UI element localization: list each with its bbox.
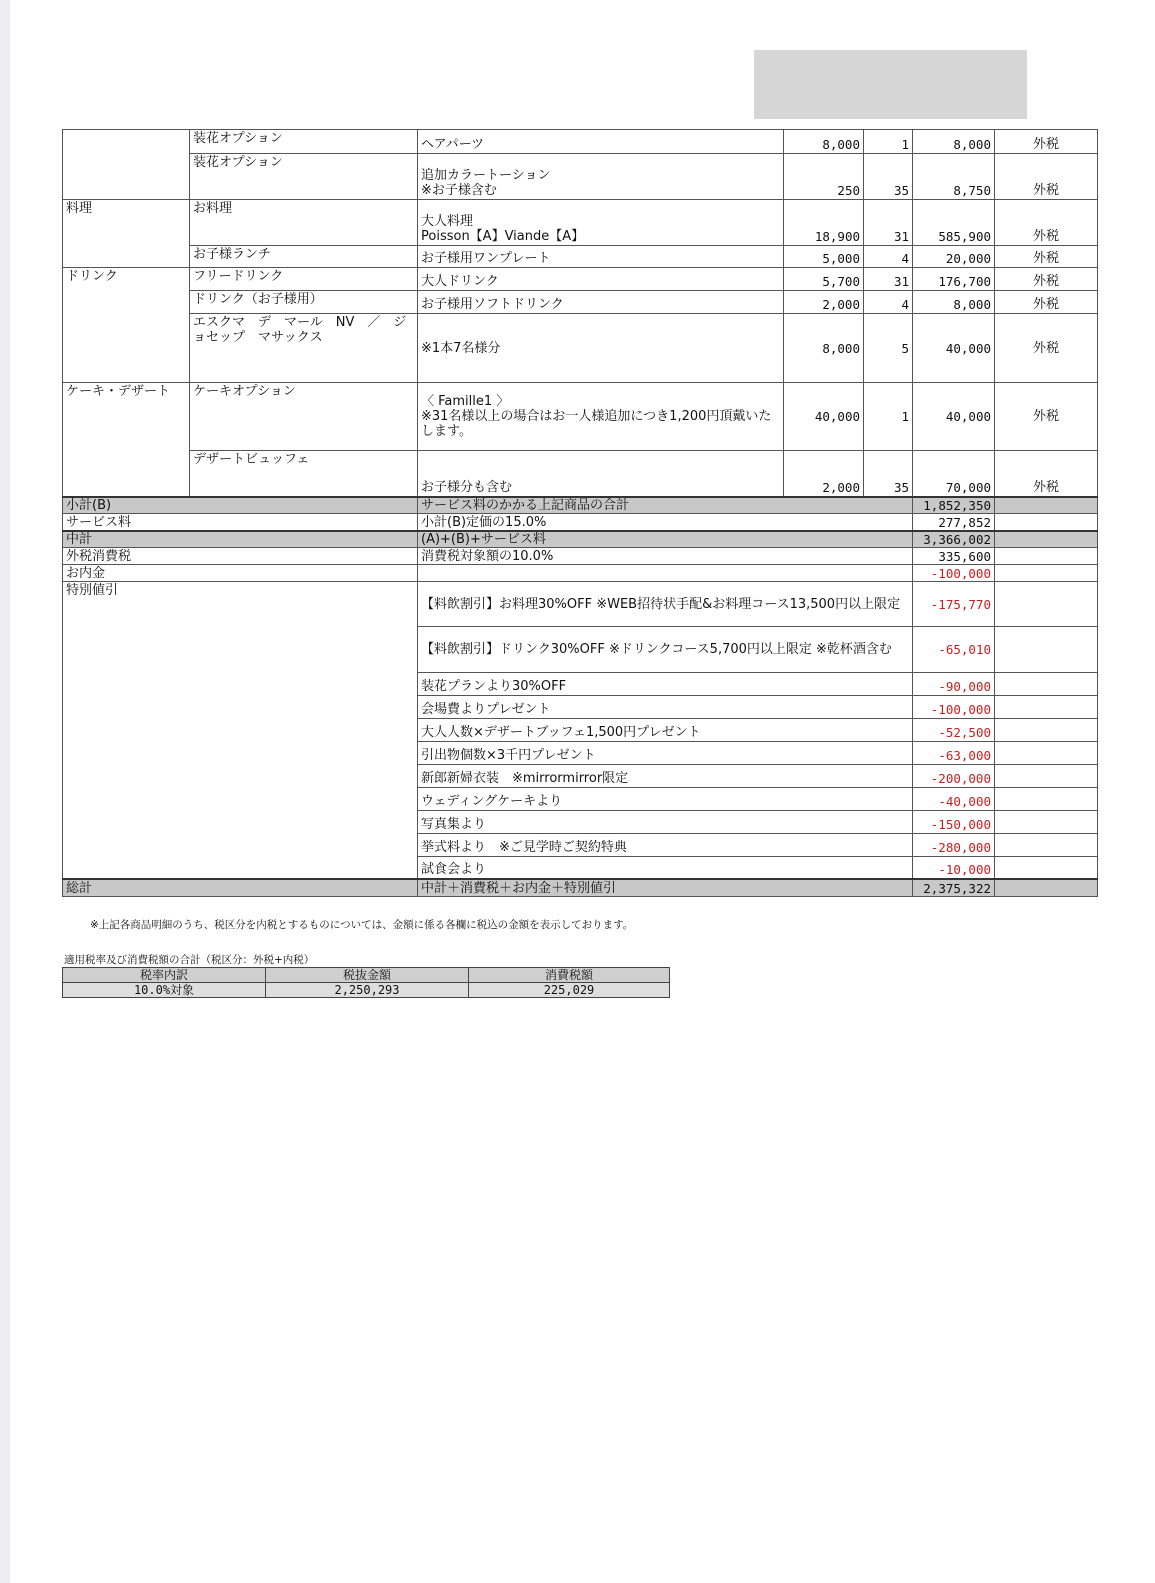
subcategory-cell: フリードリンク — [190, 268, 418, 291]
discount-amount: -90,000 — [913, 673, 995, 696]
discount-amount: -280,000 — [913, 834, 995, 857]
amount-cell: 40,000 — [913, 314, 995, 383]
category-cell: ケーキ・デザート — [63, 383, 190, 497]
tax-type-cell: 外税 — [995, 383, 1098, 451]
table-row — [63, 154, 1098, 200]
service-fee-desc: 小計(B)定価の15.0% — [418, 514, 913, 531]
tax-type-cell: 外税 — [995, 314, 1098, 383]
tax-type-cell: 外税 — [995, 451, 1098, 497]
midtotal-label: 中計 — [63, 531, 418, 548]
table-row — [63, 291, 1098, 314]
consumption-tax-amount: 335,600 — [913, 548, 995, 565]
tax-type-cell: 外税 — [995, 154, 1098, 200]
unit-price-cell: 8,000 — [784, 130, 864, 154]
amount-cell: 176,700 — [913, 268, 995, 291]
midtotal-row — [63, 531, 1098, 548]
midtotal-amount: 3,366,002 — [913, 531, 995, 548]
discount-desc: 挙式料より ※ご見学時ご契約特典 — [418, 834, 913, 857]
description-cell: お子様用ソフトドリンク — [418, 291, 784, 314]
discount-desc: 【料飲割引】お料理30%OFF ※WEB招待状手配&お料理コース13,500円以上限定 — [418, 582, 913, 627]
description-cell: 大人料理 Poisson【A】Viande【A】 — [418, 200, 784, 246]
quantity-cell: 5 — [864, 314, 913, 383]
tax-rate-header: 税率内訳 — [63, 968, 266, 983]
subcategory-cell: デザートビュッフェ — [190, 451, 418, 497]
subcategory-cell: エスクマ デ マール NV ／ ジョセップ マサックス — [190, 314, 418, 383]
subcategory-cell: お子様ランチ — [190, 246, 418, 268]
tax-rate-cell: 10.0%対象 — [63, 983, 266, 998]
table-row — [63, 383, 1098, 451]
table-row — [63, 246, 1098, 268]
description-cell: 大人ドリンク — [418, 268, 784, 291]
amount-cell: 8,750 — [913, 154, 995, 200]
service-fee-label: サービス料 — [63, 514, 418, 531]
tax-display-note: ※上記各商品明細のうち、税区分を内税とするものについては、金額に係る各欄に税込の金額を表示しております。 — [90, 919, 634, 931]
quantity-cell: 4 — [864, 246, 913, 268]
discount-desc: 引出物個数×3千円プレゼント — [418, 742, 913, 765]
unit-price-cell: 18,900 — [784, 200, 864, 246]
discount-desc: 装花プランより30%OFF — [418, 673, 913, 696]
discount-amount: -175,770 — [913, 582, 995, 627]
discount-desc: 写真集より — [418, 811, 913, 834]
consumption-tax-row — [63, 548, 1098, 565]
deposit-amount: -100,000 — [913, 565, 995, 582]
quantity-cell: 31 — [864, 268, 913, 291]
discount-amount: -100,000 — [913, 696, 995, 719]
table-row — [63, 314, 1098, 383]
redacted-area — [754, 50, 1027, 119]
discount-amount: -52,500 — [913, 719, 995, 742]
unit-price-cell: 5,700 — [784, 268, 864, 291]
quantity-cell: 31 — [864, 200, 913, 246]
subcategory-cell: 装花オプション — [190, 130, 418, 154]
amount-cell: 20,000 — [913, 246, 995, 268]
consumption-tax-label: 外税消費税 — [63, 548, 418, 565]
deposit-desc — [418, 565, 913, 582]
tax-amount-cell: 225,029 — [469, 983, 670, 998]
discount-desc: ウェディングケーキより — [418, 788, 913, 811]
amount-cell: 40,000 — [913, 383, 995, 451]
unit-price-cell: 2,000 — [784, 291, 864, 314]
subcategory-cell: ケーキオプション — [190, 383, 418, 451]
special-discount-label: 特別値引 — [63, 582, 418, 879]
discount-amount: -65,010 — [913, 627, 995, 673]
subtotal-b-desc: サービス料のかかる上記商品の合計 — [418, 497, 913, 514]
deposit-row — [63, 565, 1098, 582]
discount-amount: -63,000 — [913, 742, 995, 765]
subcategory-cell: 装花オプション — [190, 154, 418, 200]
tax-amount-header: 消費税額 — [469, 968, 670, 983]
subcategory-cell: お料理 — [190, 200, 418, 246]
tax-summary-title: 適用税率及び消費税額の合計（税区分：外税+内税） — [64, 954, 315, 966]
service-fee-row — [63, 514, 1098, 531]
quantity-cell: 35 — [864, 451, 913, 497]
description-cell: ※1本7名様分 — [418, 314, 784, 383]
description-cell: 〈 Famille1 〉 ※31名様以上の場合はお一人様追加につき1,200円頂戴いたします。 — [418, 383, 784, 451]
table-row — [63, 451, 1098, 497]
pretax-amount-cell: 2,250,293 — [266, 983, 469, 998]
category-cell — [63, 130, 190, 200]
discount-row — [63, 582, 1098, 627]
discount-desc: 大人人数×デザートブッフェ1,500円プレゼント — [418, 719, 913, 742]
discount-desc: 【料飲割引】ドリンク30%OFF ※ドリンクコース5,700円以上限定 ※乾杯酒含む — [418, 627, 913, 673]
quantity-cell: 1 — [864, 130, 913, 154]
unit-price-cell: 2,000 — [784, 451, 864, 497]
discount-amount: -150,000 — [913, 811, 995, 834]
grand-total-desc: 中計＋消費税＋お内金＋特別値引 — [418, 879, 913, 897]
unit-price-cell: 40,000 — [784, 383, 864, 451]
table-row — [63, 130, 1098, 154]
estimate-table — [62, 129, 1098, 897]
tax-type-cell: 外税 — [995, 268, 1098, 291]
quantity-cell: 35 — [864, 154, 913, 200]
description-cell: 追加カラートーション ※お子様含む — [418, 154, 784, 200]
grand-total-amount: 2,375,322 — [913, 879, 995, 897]
tax-type-cell: 外税 — [995, 130, 1098, 154]
tax-type-cell: 外税 — [995, 291, 1098, 314]
pretax-amount-header: 税抜金額 — [266, 968, 469, 983]
grand-total-label: 総計 — [63, 879, 418, 897]
discount-amount: -10,000 — [913, 857, 995, 879]
quantity-cell: 4 — [864, 291, 913, 314]
tax-type-cell: 外税 — [995, 246, 1098, 268]
amount-cell: 8,000 — [913, 291, 995, 314]
discount-desc: 会場費よりプレゼント — [418, 696, 913, 719]
discount-amount: -200,000 — [913, 765, 995, 788]
amount-cell: 8,000 — [913, 130, 995, 154]
category-cell: ドリンク — [63, 268, 190, 383]
table-row — [63, 268, 1098, 291]
tax-summary-header — [63, 968, 670, 983]
midtotal-desc: (A)+(B)+サービス料 — [418, 531, 913, 548]
unit-price-cell: 5,000 — [784, 246, 864, 268]
discount-amount: -40,000 — [913, 788, 995, 811]
page-edge — [0, 0, 10, 1583]
description-cell: お子様分も含む — [418, 451, 784, 497]
table-row — [63, 200, 1098, 246]
unit-price-cell: 8,000 — [784, 314, 864, 383]
amount-cell: 70,000 — [913, 451, 995, 497]
description-cell: ヘアパーツ — [418, 130, 784, 154]
quantity-cell: 1 — [864, 383, 913, 451]
subtotal-b-amount: 1,852,350 — [913, 497, 995, 514]
tax-summary-table — [62, 967, 670, 998]
amount-cell: 585,900 — [913, 200, 995, 246]
discount-desc: 新郎新婦衣装 ※mirrormirror限定 — [418, 765, 913, 788]
discount-desc: 試食会より — [418, 857, 913, 879]
grand-total-row — [63, 879, 1098, 897]
deposit-label: お内金 — [63, 565, 418, 582]
category-cell: 料理 — [63, 200, 190, 268]
tax-type-cell: 外税 — [995, 200, 1098, 246]
tax-summary-row — [63, 983, 670, 998]
consumption-tax-desc: 消費税対象額の10.0% — [418, 548, 913, 565]
subtotal-b-label: 小計(B) — [63, 497, 418, 514]
subtotal-b-row — [63, 497, 1098, 514]
service-fee-amount: 277,852 — [913, 514, 995, 531]
unit-price-cell: 250 — [784, 154, 864, 200]
subcategory-cell: ドリンク（お子様用） — [190, 291, 418, 314]
description-cell: お子様用ワンプレート — [418, 246, 784, 268]
